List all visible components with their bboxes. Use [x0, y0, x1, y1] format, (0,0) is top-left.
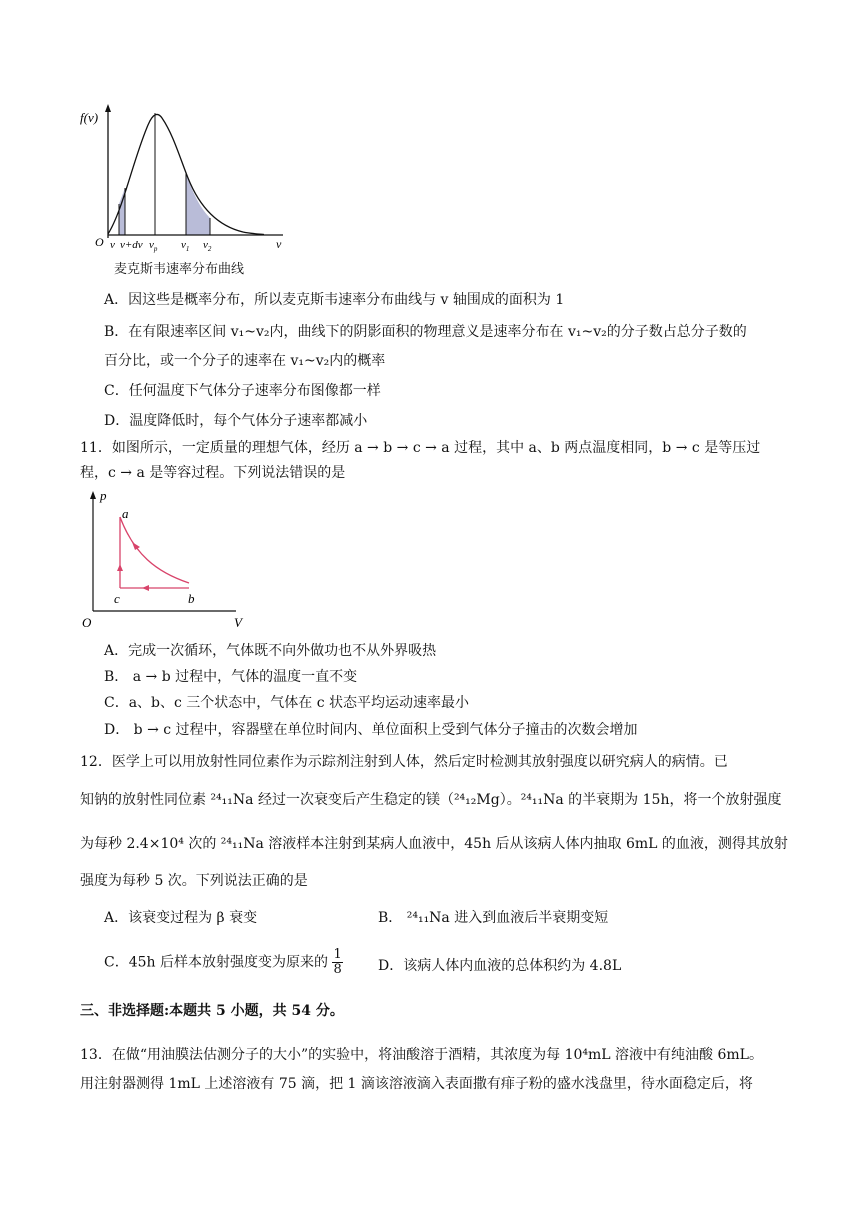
y-axis-label: f(v): [80, 110, 99, 125]
q12-stem-line2: 知钠的放射性同位素 ²⁴₁₁Na 经过一次衰变后产生稳定的镁（²⁴₁₂Mg）。²⁴₁₁Na 的半衰期为 15h，将一个放射强度: [80, 792, 782, 808]
origin-label: O: [95, 235, 104, 249]
arrow-a-to-b: [132, 542, 140, 550]
q12-option-c-text: C．45h 后样本放射强度变为原来的: [104, 954, 328, 971]
q13-stem-line2: 用注射器测得 1mL 上述溶液有 75 滴，把 1 滴该溶液滴入表面撒有痱子粉的盛水浅盘里，待水面稳定后，将: [80, 1076, 753, 1092]
figure-caption: 麦克斯韦速率分布曲线: [114, 262, 245, 277]
y-axis-arrow: [105, 104, 111, 112]
q12-stem-line1: 12．医学上可以用放射性同位素作为示踪剂注射到人体，然后定时检测其放射强度以研究病人的病情。已: [80, 754, 728, 770]
q11-option-d: D． b → c 过程中，容器壁在单位时间内、单位面积上受到气体分子撞击的次数会增加: [104, 722, 638, 738]
q11-option-b: B． a → b 过程中，气体的温度一直不变: [104, 669, 358, 685]
x-axis-label: v: [276, 237, 282, 251]
p-axis-label: p: [100, 488, 107, 503]
q11-option-c: C．a、b、c 三个状态中，气体在 c 状态平均运动速率最小: [104, 695, 470, 711]
state-a-label: a: [122, 506, 129, 521]
q11-stem-line2: 程，c → a 是等容过程。下列说法错误的是: [80, 465, 346, 481]
q10-option-b-line2: 百分比，或一个分子的速率在 v₁~v₂内的概率: [104, 353, 386, 369]
q11-option-a: A．完成一次循环，气体既不向外做功也不从外界吸热: [104, 643, 437, 659]
maxwell-distribution-figure: [78, 100, 298, 260]
section-heading: 三、非选择题:本题共 5 小题，共 54 分。: [80, 1003, 344, 1019]
arrow-b-to-c: [142, 585, 149, 591]
v-axis-label: V: [234, 615, 242, 630]
q11-stem-line1: 11．如图所示，一定质量的理想气体，经历 a → b → c → a 过程，其中 a、b 两点温度相同，b → c 是等压过: [80, 440, 761, 456]
pv-diagram-figure: [76, 484, 246, 634]
p-axis-arrow: [90, 491, 96, 499]
tick-label-vp: $v_p$: [149, 239, 158, 253]
tick-label-v-dv: v+dv: [120, 239, 143, 251]
q12-option-c: [104, 948, 343, 977]
q10-option-c: C．任何温度下气体分子速率分布图像都一样: [104, 383, 381, 399]
process-a-to-b: [120, 517, 189, 583]
q12-stem-line3: 为每秒 2.4×10⁴ 次的 ²⁴₁₁Na 溶液样本注射到某病人血液中，45h 后从该病人体内抽取 6mL 的血液，测得其放射: [80, 836, 788, 852]
q12-option-a: A．该衰变过程为 β 衰变: [104, 910, 258, 926]
q12-option-d: D．该病人体内血液的总体积约为 4.8L: [378, 958, 622, 974]
q10-option-d: D．温度降低时，每个气体分子速率都减小: [104, 413, 368, 429]
state-c-label: c: [114, 591, 120, 606]
origin-label: O: [82, 615, 92, 630]
q10-option-b-line1: B．在有限速率区间 v₁~v₂内，曲线下的阴影面积的物理意义是速率分布在 v₁~v₂的分子数占总分子数的: [104, 324, 747, 340]
fraction-denominator: 8: [333, 962, 342, 977]
fraction-numerator: 1: [333, 947, 342, 962]
q13-stem-line1: 13．在做“用油膜法估测分子的大小”的实验中，将油酸溶于酒精，其浓度为每 10⁴mL 溶液中有纯油酸 6mL。: [80, 1047, 763, 1063]
tick-label-v2: $v_2$: [203, 239, 212, 253]
q12-stem-line4: 强度为每秒 5 次。下列说法正确的是: [80, 873, 308, 889]
q10-option-a: A．因这些是概率分布，所以麦克斯韦速率分布曲线与 v 轴围成的面积为 1: [104, 292, 565, 308]
state-b-label: b: [188, 591, 195, 606]
tick-label-v1: $v_1$: [181, 239, 190, 253]
tick-label-v: v: [110, 239, 115, 251]
arrow-c-to-a: [117, 564, 123, 571]
fraction-one-eighth: [332, 948, 342, 977]
q12-option-b: B． ²⁴₁₁Na 进入到血液后半衰期变短: [378, 910, 609, 926]
